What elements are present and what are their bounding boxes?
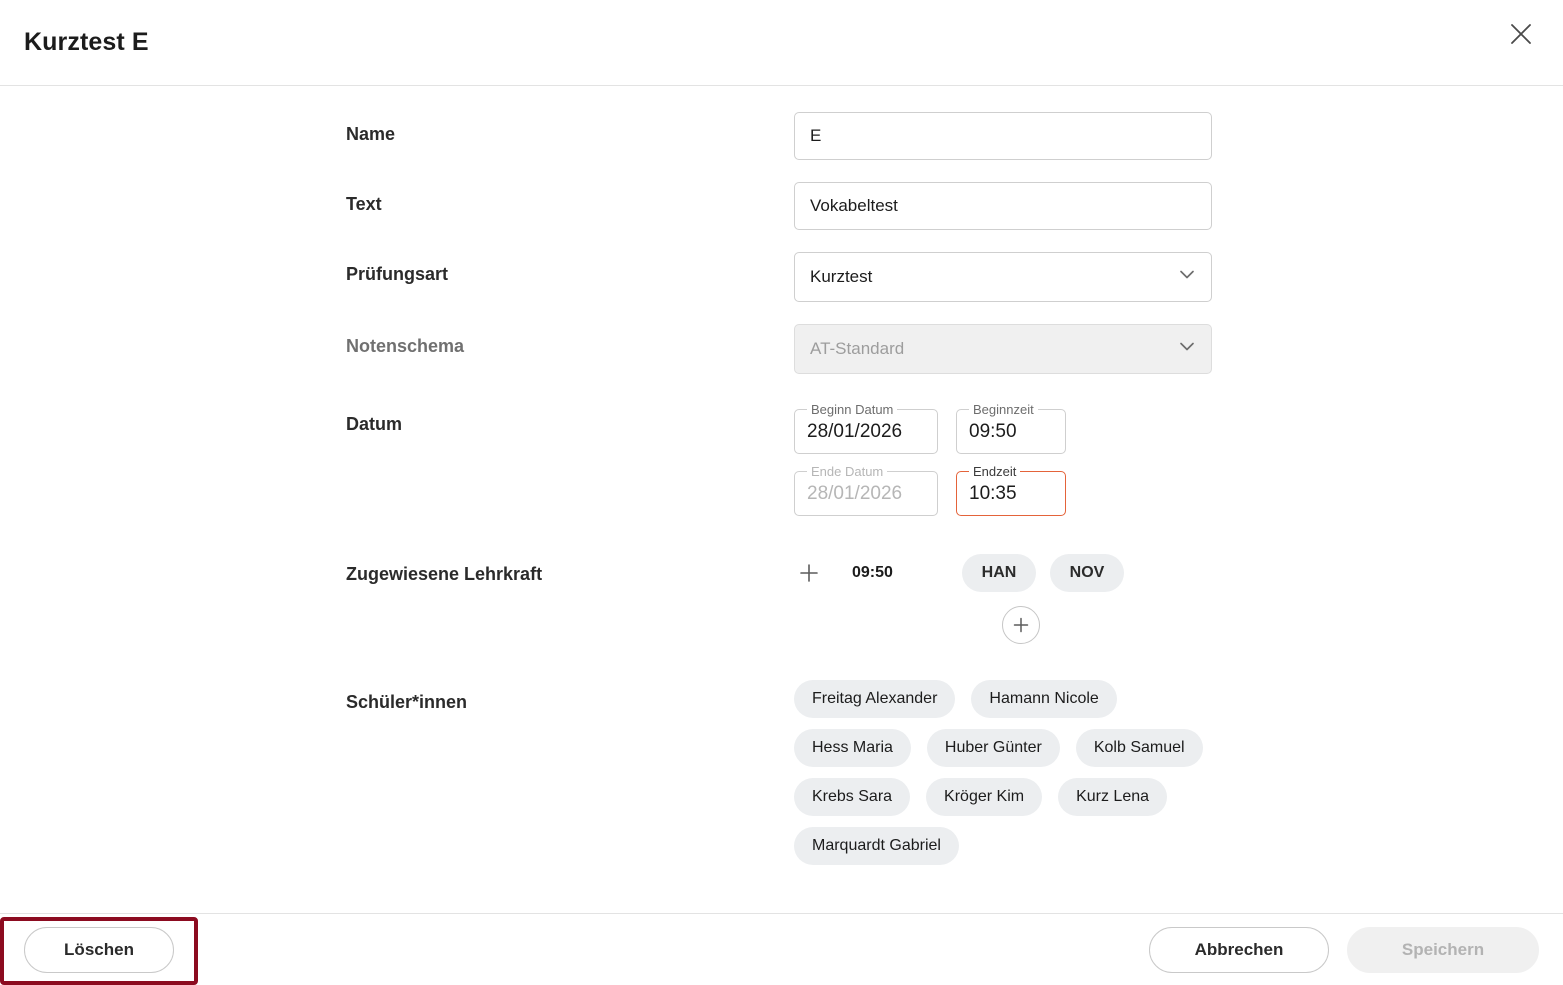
form-row-name: [0, 112, 1563, 160]
ende-datum-legend: Ende Datum: [811, 464, 884, 479]
student-chip-list: [794, 680, 1224, 865]
form-row-text: [0, 182, 1563, 230]
beginn-datum-value: 28/01/2026: [807, 420, 903, 442]
cancel-button[interactable]: Abbrechen: [1149, 927, 1329, 973]
student-chip[interactable]: Freitag Alexander: [794, 680, 955, 718]
page-title: Kurztest E: [24, 28, 149, 56]
text-input[interactable]: [794, 182, 1212, 230]
pruefungsart-select-wrap: [794, 252, 1212, 302]
label-text: Text: [346, 194, 382, 214]
label-lehrkraft: Zugewiesene Lehrkraft: [346, 564, 543, 584]
beginn-datum-field[interactable]: [794, 402, 938, 454]
label-datum: Datum: [346, 414, 403, 434]
notenschema-select-wrap: [794, 324, 1212, 374]
teacher-chip-han[interactable]: HAN: [962, 554, 1036, 592]
pruefungsart-value: Kurztest: [810, 267, 873, 286]
student-chip[interactable]: Hess Maria: [794, 729, 911, 767]
delete-button[interactable]: Löschen: [24, 927, 174, 973]
beginn-datum-legend: Beginn Datum: [811, 402, 894, 417]
teacher-row: [794, 552, 1563, 594]
endzeit-field[interactable]: [956, 464, 1066, 516]
form-row-notenschema: [0, 324, 1563, 374]
beginnzeit-legend: Beginnzeit: [973, 402, 1034, 417]
ende-datum-field[interactable]: [794, 464, 938, 516]
label-notenschema: Notenschema: [346, 336, 465, 356]
close-icon[interactable]: [1499, 12, 1543, 56]
student-chip[interactable]: Marquardt Gabriel: [794, 827, 959, 865]
footer-actions: [1149, 927, 1539, 973]
student-chip[interactable]: Krebs Sara: [794, 778, 910, 816]
ende-datum-value: 28/01/2026: [807, 482, 903, 504]
label-schueler: Schüler*innen: [346, 692, 468, 712]
notenschema-value: AT-Standard: [810, 339, 905, 358]
beginnzeit-value: 09:50: [969, 420, 1017, 442]
label-pruefungsart: Prüfungsart: [346, 264, 449, 284]
name-input[interactable]: [794, 112, 1212, 160]
notenschema-select: [794, 324, 1212, 374]
plus-icon[interactable]: [794, 558, 824, 588]
student-chip[interactable]: Kröger Kim: [926, 778, 1042, 816]
plus-circle-icon[interactable]: [1002, 606, 1040, 644]
teacher-time: 09:50: [852, 564, 893, 581]
student-chip[interactable]: Kurz Lena: [1058, 778, 1167, 816]
save-button[interactable]: Speichern: [1347, 927, 1539, 973]
student-chip[interactable]: Kolb Samuel: [1076, 729, 1203, 767]
label-name: Name: [346, 124, 396, 144]
form-row-lehrkraft: [0, 552, 1563, 644]
dialog-body: [0, 86, 1563, 913]
dialog-footer: [0, 913, 1563, 985]
datetime-line-end: [794, 464, 1563, 516]
form-row-pruefungsart: [0, 252, 1563, 302]
datetime-line-start: [794, 402, 1563, 454]
endzeit-legend: Endzeit: [973, 464, 1017, 479]
student-chip[interactable]: Huber Günter: [927, 729, 1060, 767]
beginnzeit-field[interactable]: [956, 402, 1066, 454]
form-row-datum: [0, 402, 1563, 516]
student-chip[interactable]: Hamann Nicole: [971, 680, 1116, 718]
dialog-header: [0, 0, 1563, 86]
datetime-grid: [794, 402, 1563, 516]
pruefungsart-select[interactable]: [794, 252, 1212, 302]
endzeit-value: 10:35: [969, 482, 1017, 504]
form-row-schueler: [0, 680, 1563, 865]
teacher-chip-nov[interactable]: NOV: [1050, 554, 1124, 592]
